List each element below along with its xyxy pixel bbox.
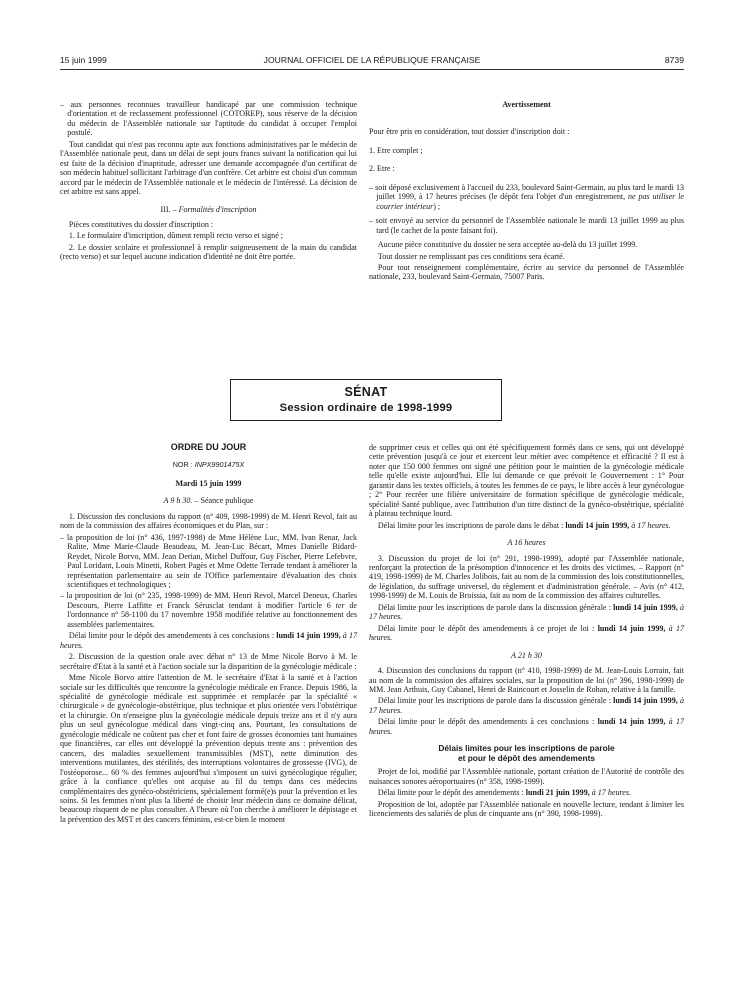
session-time-label: – Séance publique	[192, 496, 254, 506]
agenda-item: 1. Discussion des conclusions du rapport (n° 409, 1998-1999) de M. Henri Revol, fait au nom de la commission des affaires économiques et du Plan, sur :	[60, 511, 357, 531]
deadline-time: à 17 heures.	[369, 602, 684, 622]
paragraph: – aux personnes reconnues travailleur handicapé par une commission technique d'orientation et de reclassement professionnel (COTOREP), sous réserve de la décision du médecin de l'Assemblée nationale sur l'aptitude du candidat à occuper l'emploi postulé.	[60, 100, 357, 138]
header-date: 15 juin 1999	[60, 55, 107, 65]
deadline-text: Délai limite pour le dépôt des amendements à ce projet de loi :	[377, 623, 595, 633]
agenda-item: 4. Discussion des conclusions du rapport (n° 410, 1998-1999) de M. Jean-Louis Lorrain, fait au nom de la commission des affaires sociales, sur la proposition de loi (n° 396, 1998-1999) de MM. Jean Arthuis, Guy Cabanel, Henri de Raincourt et Josselin de Rohan, relative à la famille.	[369, 666, 684, 694]
paragraph: Aucune pièce constitutive du dossier ne sera acceptée au-delà du 13 juillet 1999.	[377, 240, 638, 250]
deadline-date: lundi 21 juin 1999,	[525, 788, 590, 798]
deadline	[369, 717, 684, 736]
subitem-text: – la proposition de loi (n° 235, 1998-1999) de MM. Henri Revol, Marcel Deneux, Charles Descours, Pierre Laffitte et Franck Sérusclat tendant à modifier l'article 6	[60, 591, 357, 610]
senat-banner	[230, 379, 502, 421]
agenda-date: Mardi 15 juin 1999	[175, 478, 242, 488]
section-title-line1: Délais limites pour les inscriptions de parole	[438, 743, 615, 754]
list-item-text: – soit déposé exclusivement à l'accueil du 233, boulevard Saint-Germain, au plus tard le mardi 13 juillet 1999, à 17 heures précises (le dépôt fera l'objet d'un enregistrement,	[369, 182, 684, 202]
section-title-line2: et pour le dépôt des amendements	[458, 752, 595, 763]
deadline-text: Délai limite pour le dépôt des amendements :	[377, 788, 524, 798]
deadline-text: Délai limite pour les inscriptions de parole dans la discussion générale :	[377, 696, 611, 706]
deadline-date: lundi 14 juin 1999,	[276, 631, 341, 641]
column-bottom-left	[60, 443, 357, 826]
agenda-subitem	[60, 591, 357, 629]
agenda-heading: ORDRE DU JOUR	[170, 442, 247, 452]
header-page-number: 8739	[664, 55, 684, 65]
paragraph: Tout candidat qui n'est pas reconnu apte aux fonctions administratives par le médecin de l'Assemblée nationale peut, dans un délai de sept jours francs suivant la notification qui lui est faite de la décision d'inaptitude, adresser une demande accompagnée d'un certificat de son médecin habituel sollicitant l'arbitrage d'un confrère. Cet arbitre est choisi d'un commun accord par le médecin de l'Assemblée nationale et le médecin de l'intéressé. La décision de cet arbitre est sans appel.	[60, 139, 357, 197]
deadline-text: Délai limite pour les inscriptions de parole dans le débat :	[377, 520, 564, 530]
senat-subtitle: Session ordinaire de 1998-1999	[279, 402, 453, 414]
deadline-time: à 17 heures.	[369, 623, 685, 643]
section-heading	[60, 205, 357, 214]
section-number: III. –	[160, 204, 177, 214]
agenda-item: 2. Discussion de la question orale avec débat n° 13 de Mme Nicole Borvo à M. le secrétaire d'Etat à la santé et à l'action sociale sur la disparition de la gynécologie médicale :	[60, 652, 357, 671]
deadline-date: lundi 14 juin 1999,	[565, 520, 630, 530]
column-top-left	[60, 100, 357, 264]
deadline-date: lundi 14 juin 1999,	[597, 717, 666, 727]
deadline-date: lundi 14 juin 1999,	[597, 623, 666, 633]
deadline	[369, 624, 684, 643]
paragraph: Projet de loi, modifié par l'Assemblée nationale, portant création de l'Autorité de contrôle des nuisances sonores aéroportuaires (n° 358, 1998-1999).	[369, 767, 684, 786]
agenda-item: 3. Discussion du projet de loi (n° 291, 1998-1999), adopté par l'Assemblée nationale, renforçant la protection de la présomption d'innocence et les droits des victimes. – Rapport (n° 419, 1998-1999) de M. Charles Jolibois, fait au nom de la commission des lois constitutionnelles, de législation, du suffrage universel, du règlement et d'administration générale. – Avis (n° 412, 1998-1999) de M. Louis de Broissia, fait au nom de la commission des affaires culturelles.	[369, 553, 684, 601]
paragraph: Proposition de loi, adoptée par l'Assemblée nationale en nouvelle lecture, tendant à limiter les licenciements des salariés de plus de cinquante ans (n° 390, 1998-1999).	[369, 799, 684, 818]
paragraph: Tout dossier ne remplissant pas ces conditions sera écarté.	[377, 251, 565, 261]
session-time-value: A 21 h 30	[511, 650, 542, 660]
deadline-time: à 17 heures.	[369, 717, 685, 736]
header-rule	[60, 69, 684, 70]
deadline	[369, 521, 684, 530]
deadline-date: lundi 14 juin 1999,	[613, 602, 678, 612]
column-bottom-right	[369, 443, 684, 820]
deadline	[60, 631, 357, 650]
paragraph: 2. Le dossier scolaire et professionnel à remplir soigneusement de la main du candidat (recto verso) et sur lequel aucune indication d'identité ne doit être portée.	[60, 242, 357, 262]
subitem-text-end: de l'ordonnance n° 58-1100 du 17 novembre 1958 modifiée relative au fonctionnement des assemblées parlementaires.	[67, 600, 357, 629]
session-time	[60, 496, 357, 505]
question-text: Mme Nicole Borvo attire l'attention de M. le secrétaire d'Etat à la santé et à l'action sociale sur les difficultés que rencontre la gynécologie médicale en France. Depuis 1986, la spécialité de gynécologie médicale est supprimée et remplacée par la spécialité « chirurgicale » de gynécologie-obstétrique, plus technique et plus orientée vers l'obstétrique et la chirurgie. On n'enseigne plus la gynécologie médicale depuis treize ans et il n'y aura plus un seul gynécologue médical dans vingt-cinq ans. Pourtant, les consultations de gynécologie médicale ne coûtent pas cher et font faire de grosses économies tant humaines que financières, car elles ont développé la prévention depuis trente ans : prévention des cancers, des maladies sexuellement transmissibles (MST), nette diminution des interventions mutilantes, des stérilités, des interruptions volontaires de grossesse (IVG), de l'ostéoporose... 60 % des femmes aujourd'hui s'imposent un suivi gynécologique régulier, grâce à la confiance qu'elles ont acquise au fil du temps dans ces médecins complémentaires des gynéco-obstétriciens, spécialement formé(e)s pour la prévention et les soins. Si les femmes n'ont plus la liberté de choisir leur médecin dans ce domaine délicat, beaucoup risquent de ne plus consulter. A l'heure où l'on cherche à améliorer le dépistage et la prévention des MST et des cancers féminins, est-ce bien le moment	[60, 673, 357, 824]
paragraph: Pièces constitutives du dossier d'inscription :	[68, 219, 214, 229]
nor-label: NOR :	[172, 460, 193, 470]
page-header	[60, 55, 684, 69]
session-time-value: A 9 h 30.	[163, 496, 193, 506]
nor-value: INPX9901475X	[194, 460, 245, 470]
deadline-text: Délai limite pour le dépôt des amendements à ces conclusions :	[68, 631, 275, 641]
list-item	[369, 183, 684, 211]
deadline	[369, 603, 684, 622]
deadline-date: lundi 14 juin 1999,	[613, 696, 678, 706]
deadline-text: Délai limite pour les inscriptions de parole dans la discussion générale :	[377, 602, 611, 612]
agenda-subitem: – la proposition de loi (n° 436, 1997-1998) de Mme Hélène Luc, MM. Ivan Renar, Jack Ralite, Mme Marie-Claude Beaudeau, M. Jean-Luc Bécart, Mmes Danielle Bidard-Reydet, Nicole Borvo, MM. Jean Derian, Michel Duffour, Guy Fischer, Pierre Lefebvre, Paul Loridant, Louis Minetti, Robert Pagès et Mme Odette Terrade tendant à améliorer la représentation parlementaire au sein de l'Office parlementaire d'évaluation des choix scientifiques et technologiques ;	[60, 532, 357, 589]
session-time	[369, 651, 684, 660]
deadline-time: à 17 heures.	[369, 696, 684, 715]
session-time-value: A 16 heures	[507, 538, 546, 548]
deadline-time: à 17 heures.	[591, 788, 632, 798]
deadline-time: à 17 heures.	[60, 631, 358, 650]
deadline-text: Délai limite pour le dépôt des amendements à ces conclusions :	[377, 717, 595, 727]
column-top-right	[369, 100, 684, 284]
section-title: Formalités d'inscription	[178, 204, 257, 214]
paragraph: 1. Etre complet ;	[369, 145, 423, 155]
paragraph: 1. Le formulaire d'inscription, dûment rempli recto verso et signé ;	[68, 231, 284, 241]
deadline	[369, 788, 684, 797]
paragraph: 2. Etre :	[369, 164, 395, 174]
session-time	[369, 538, 684, 547]
list-item-emphasis: ne pas utiliser le courrier intérieur	[376, 192, 684, 211]
list-item: – soit envoyé au service du personnel de l'Assemblée nationale le mardi 13 juillet 1999 au plus tard (le cachet de la poste faisant foi).	[369, 216, 684, 235]
senat-title: SÉNAT	[344, 385, 388, 399]
subitem-emphasis: ter	[335, 600, 345, 610]
header-journal-title: JOURNAL OFFICIEL DE LA RÉPUBLIQUE FRANÇAISE	[263, 55, 481, 65]
paragraph: Pour être pris en considération, tout dossier d'inscription doit :	[369, 127, 570, 137]
nor-reference	[60, 460, 357, 469]
notice-title: Avertissement	[502, 100, 551, 109]
paragraph: Pour tout renseignement complémentaire, écrire au service du personnel de l'Assemblée nationale, 233, boulevard Saint-Germain, 75007 Paris.	[369, 262, 684, 282]
list-item-text-end: ) ;	[433, 201, 441, 211]
paragraph: de supprimer ceux et celles qui ont été spécifiquement formés dans ce sens, qui ont développé cette prévention jusqu'à ce jour et exercent leur métier avec compétence et efficacité ? Il est à noter que 150 000 femmes ont signé une pétition pour le maintien de la gynécologie médicale telle qu'elle existe aujourd'hui. Elle lui demande ce que prévoit le Gouvernement : 1° Pour garantir dans les textes officiels, à toutes les femmes de ce pays, le libre accès à leur gynécologue ; 2° Pour recréer une filière universitaire de formation spécifique de gynécologie médicale, spécialité Santé publique, avec l'attribution d'un titre distinct de la gynéco-obstétrique, spécialité à plateau technique lourd.	[369, 443, 684, 519]
deadline	[369, 696, 684, 715]
deadline-time: à 17 heures.	[629, 520, 671, 530]
